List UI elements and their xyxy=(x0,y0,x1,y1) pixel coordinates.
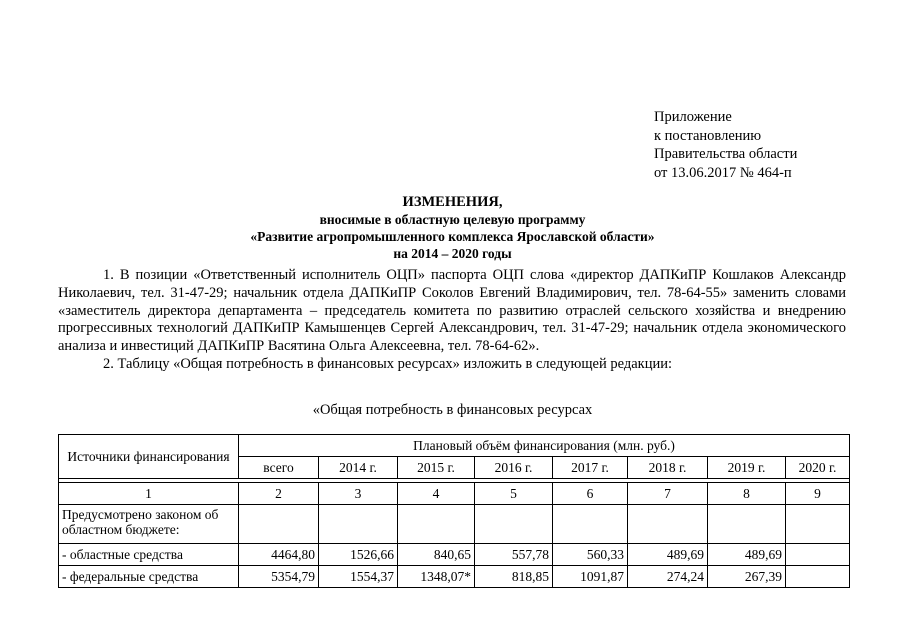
table-cell: 1526,66 xyxy=(319,544,398,566)
table-cell: 274,24 xyxy=(628,566,708,588)
document-body xyxy=(58,267,846,374)
table-cell xyxy=(553,505,628,544)
table-cell xyxy=(786,566,850,588)
row-label: - областные средства xyxy=(59,544,239,566)
table-cell xyxy=(475,505,553,544)
heading-line-3: «Развитие агропромышленного комплекса Ярославской области» xyxy=(250,229,655,244)
column-header: 2015 г. xyxy=(398,457,475,479)
table-cell xyxy=(239,505,319,544)
appendix-block xyxy=(654,108,797,182)
table-row xyxy=(59,505,850,544)
column-number: 4 xyxy=(398,483,475,505)
document-heading xyxy=(0,194,905,262)
table-cell: 489,69 xyxy=(708,544,786,566)
table-cell xyxy=(786,544,850,566)
appendix-line-3: Правительства области xyxy=(654,146,798,162)
table-cell: 560,33 xyxy=(553,544,628,566)
table-cell xyxy=(786,505,850,544)
table-cell: 489,69 xyxy=(628,544,708,566)
table-cell xyxy=(319,505,398,544)
appendix-line-2: к постановлению xyxy=(654,127,762,144)
column-header: 2017 г. xyxy=(553,457,628,479)
column-number: 6 xyxy=(553,483,628,505)
table-cell: 1091,87 xyxy=(553,566,628,588)
appendix-line-4: от 13.06.2017 № 464-п xyxy=(654,164,792,181)
table-cell: 818,85 xyxy=(475,566,553,588)
plan-header: Плановый объём финансирования (млн. руб.) xyxy=(239,435,850,457)
heading-line-2: вносимые в областную целевую программу xyxy=(319,212,586,227)
table-caption: «Общая потребность в финансовых ресурсах xyxy=(312,402,593,418)
paragraph-2: 2. Таблицу «Общая потребность в финансовых ресурсах» изложить в следующей редакции: xyxy=(103,355,673,372)
table-cell xyxy=(628,505,708,544)
table-cell: 1348,07* xyxy=(398,566,475,588)
financing-table xyxy=(58,434,850,588)
table-cell xyxy=(398,505,475,544)
heading-line-4: на 2014 – 2020 годы xyxy=(393,246,512,261)
column-number: 3 xyxy=(319,483,398,505)
column-header: 2019 г. xyxy=(708,457,786,479)
column-header: 2016 г. xyxy=(475,457,553,479)
column-number: 7 xyxy=(628,483,708,505)
column-header: всего xyxy=(239,457,319,479)
column-header: 2018 г. xyxy=(628,457,708,479)
paragraph-1: 1. В позиции «Ответственный исполнитель ОЦП» паспорта ОЦП слова «директор ДАПКиПР Кошлаков Александр Николаевич, тел. 31-47-29; начальник отдела ДАПКиПР Соколов Евгений Владимирович, тел. 78-64-55» заменить словами «заместитель директора департамента – председатель комитета по развитию отраслей сельского хозяйства и внедрению прогрессивных технологий ДАПКиПР Камышенцев Сергей Александрович, тел. 31-47-29; начальник отдела экономического анализа и инвестиций ДАПКиПР Васятина Ольга Алексеевна, тел. 78-64-62». xyxy=(58,267,846,355)
table-cell: 4464,80 xyxy=(239,544,319,566)
table-cell: 1554,37 xyxy=(319,566,398,588)
table-header-row xyxy=(59,435,850,457)
column-number: 2 xyxy=(239,483,319,505)
appendix-line-1: Приложение xyxy=(654,109,732,125)
table-cell: 557,78 xyxy=(475,544,553,566)
column-number: 9 xyxy=(786,483,850,505)
column-numbers-row xyxy=(59,483,850,505)
document-title: ИЗМЕНЕНИЯ, xyxy=(402,194,503,210)
table-cell: 5354,79 xyxy=(239,566,319,588)
table-cell: 840,65 xyxy=(398,544,475,566)
table-cell: 267,39 xyxy=(708,566,786,588)
column-number: 1 xyxy=(59,483,239,505)
row-label: - федеральные средства xyxy=(59,566,239,588)
column-header: 2020 г. xyxy=(786,457,850,479)
table-row xyxy=(59,566,850,588)
column-number: 5 xyxy=(475,483,553,505)
column-header: 2014 г. xyxy=(319,457,398,479)
source-header: Источники финансирования xyxy=(59,435,239,479)
row-label: Предусмотрено законом об областном бюджете: xyxy=(59,505,239,544)
column-number: 8 xyxy=(708,483,786,505)
table-cell xyxy=(708,505,786,544)
table-row xyxy=(59,544,850,566)
